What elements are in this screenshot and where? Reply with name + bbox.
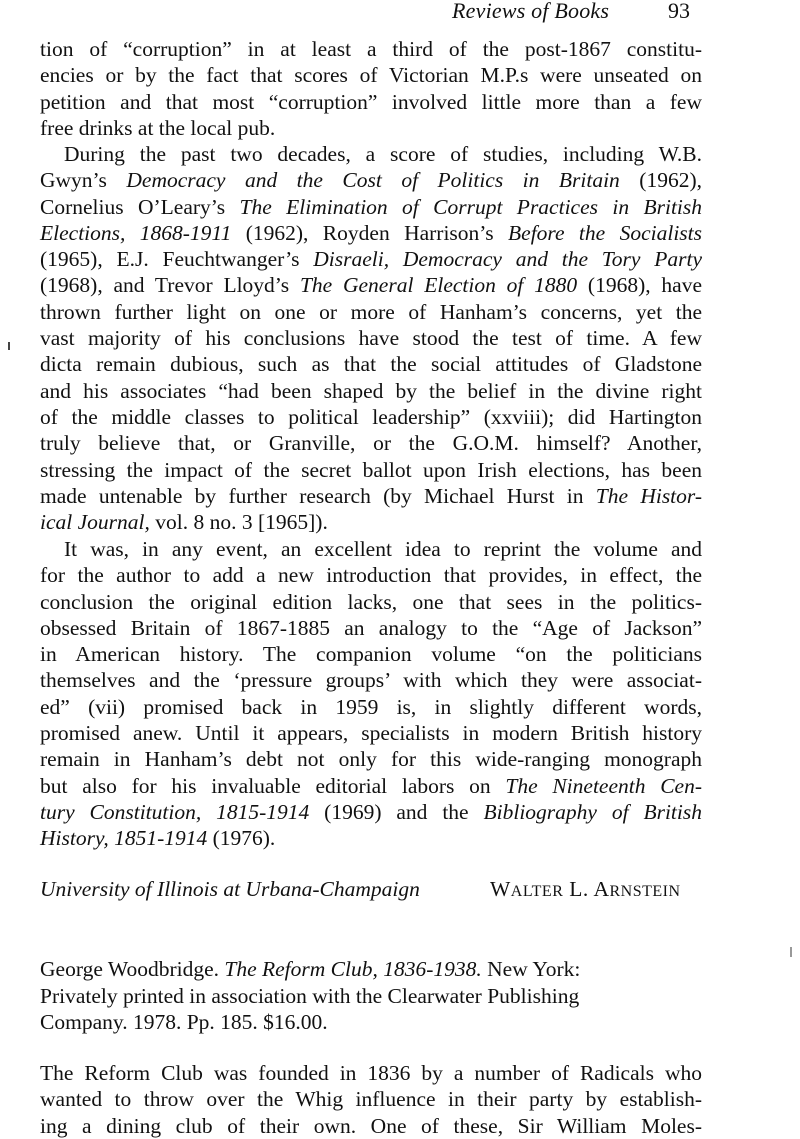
text-run: vol. 8 no. 3 [1965]). (149, 510, 328, 535)
text-line (40, 536, 702, 562)
italic-title: Democracy and the Cost of Politics in Britain (126, 168, 620, 193)
text-run: remain in Hanham’s debt not only for this wide-ranging monograph (40, 747, 702, 772)
text-line (40, 983, 702, 1010)
reviewer-affiliation: University of Illinois at Urbana-Champaign (40, 877, 420, 901)
text-line (40, 325, 702, 351)
reviewer-signature (40, 877, 702, 902)
text-line (40, 194, 702, 220)
text-line (40, 694, 702, 720)
text-line (40, 246, 702, 272)
text-line (40, 483, 702, 509)
text-line: The Reform Club was founded in 1836 by a number of Radicals who (40, 1061, 702, 1085)
text-line (40, 641, 702, 667)
text-run: (1962), (619, 168, 702, 193)
text-line (40, 141, 702, 167)
text-run: Privately printed in association with the Clearwater Publishing (40, 983, 580, 1008)
review1-paragraph-2 (40, 141, 702, 535)
text-line (40, 378, 702, 404)
text-line (40, 589, 702, 615)
author-first-rest: ALTER (510, 883, 564, 900)
italic-title: The Histor- (595, 483, 703, 508)
text-line: encies or by the fact that scores of Victorian M.P.s were unseated on (40, 63, 702, 88)
text-run: (1968), and Trevor Lloyd’s (40, 273, 300, 298)
italic-title: Disraeli, Democracy and the Tory Party (313, 247, 702, 272)
text-line (40, 404, 702, 430)
margin-mark (790, 947, 792, 957)
text-line (40, 825, 702, 851)
text-run: obsessed Britain of 1867-1885 an analogy to the “Age of Jackson” (40, 615, 702, 640)
text-run: conclusion the original edition lacks, one that sees in the politics- (40, 589, 702, 614)
text-run: thrown further light on one or more of Hanham’s concerns, yet the (40, 299, 702, 324)
text-run: It was, in any event, an excellent idea to reprint the volume and (64, 537, 702, 561)
text-run: New York: (481, 957, 581, 981)
text-run: vast majority of his conclusions have stood the test of time. A few (40, 326, 702, 351)
text-line (40, 509, 702, 535)
text-run: Company. 1978. Pp. 185. $16.00. (40, 1010, 328, 1034)
text-run: Gwyn’s (40, 168, 127, 193)
italic-title: The Nineteenth Cen- (505, 773, 703, 798)
text-line (40, 720, 702, 746)
text-run: and his associates “had been shaped by the belief in the divine right (40, 378, 702, 403)
text-run: stressing the impact of the secret ballot upon Irish elections, has been (40, 457, 702, 482)
italic-title: Bibliography of British (483, 799, 702, 824)
text-line (40, 799, 702, 825)
text-run: made untenable by further research (by Michael Hurst in (40, 483, 596, 508)
text-run: (1969) and the (309, 799, 484, 824)
italic-title: History, 1851-1914 (40, 826, 208, 851)
page-number: 93 (668, 0, 690, 23)
author-first-initial: W (490, 877, 511, 901)
italic-title: The Reform Club, 1836-1938. (224, 957, 482, 981)
italic-title: Elections, 1868-1911 (40, 220, 232, 245)
text-line (40, 773, 702, 799)
running-header (0, 0, 800, 30)
author-middle: L. (569, 877, 589, 901)
text-run: During the past two decades, a score of studies, including W.B. (64, 142, 702, 166)
text-run: (1965), E.J. Feuchtwanger’s (40, 247, 314, 272)
text-line (40, 667, 702, 693)
text-run: themselves and the ‘pressure groups’ with which they were associat- (40, 668, 702, 693)
running-head: Reviews of Books (452, 0, 610, 23)
review2-paragraph-1 (40, 1060, 702, 1139)
text-line: free drinks at the local pub. (40, 115, 276, 140)
text-run: for the author to add a new introduction that provides, in effect, the (40, 563, 702, 588)
text-line (40, 351, 702, 377)
text-line (40, 615, 702, 641)
text-run: (1976). (207, 826, 276, 851)
text-line (40, 430, 702, 456)
text-run: promised anew. Until it appears, specialists in modern British history (40, 721, 702, 746)
review1-paragraph-1 (40, 36, 702, 141)
text-line: ing a dining club of their own. One of these, Sir William Moles- (40, 1113, 702, 1138)
italic-title: tury Constitution, 1815-1914 (40, 799, 310, 824)
margin-mark (8, 342, 10, 350)
text-line (40, 220, 702, 246)
text-line: petition and that most “corruption” involved little more than a few (40, 89, 702, 114)
text-run: but also for his invaluable editorial labors on (40, 773, 506, 798)
text-line (40, 457, 702, 483)
text-line (40, 562, 702, 588)
text-run: (1962), Royden Harrison’s (231, 220, 509, 245)
review1-paragraph-3 (40, 536, 702, 852)
book-citation (40, 956, 702, 1036)
text-run: dicta remain dubious, such as that the social attitudes of Gladstone (40, 352, 702, 377)
italic-title: ical Journal, (40, 510, 150, 535)
text-run: truly believe that, or Granville, or the G.O.M. himself? Another, (40, 431, 702, 456)
author-last-rest: RNSTEIN (609, 883, 681, 900)
text-run: (1968), have (577, 273, 702, 298)
text-line (40, 167, 702, 193)
italic-title: The Elimination of Corrupt Practices in British (239, 194, 703, 219)
text-line: wanted to throw over the Whig influence in their party by establish- (40, 1087, 702, 1112)
text-run: in American history. The companion volume “on the politicians (40, 642, 702, 667)
author-last-initial: A (593, 877, 610, 901)
text-line (40, 272, 702, 298)
text-run: of the middle classes to political leadership” (xxviii); did Hartington (40, 404, 702, 429)
text-line: tion of “corruption” in at least a third of the post-1867 constitu- (40, 37, 702, 61)
italic-title: Before the Socialists (508, 220, 702, 245)
text-line (40, 1009, 702, 1036)
reviewer-name (490, 877, 681, 902)
text-run: ed” (vii) promised back in 1959 is, in slightly different words, (40, 694, 702, 719)
text-line (40, 299, 702, 325)
text-run: Cornelius O’Leary’s (40, 194, 240, 219)
italic-title: The General Election of 1880 (299, 273, 578, 298)
text-run: George Woodbridge. (40, 957, 225, 981)
text-line (40, 746, 702, 772)
text-line (40, 956, 702, 983)
